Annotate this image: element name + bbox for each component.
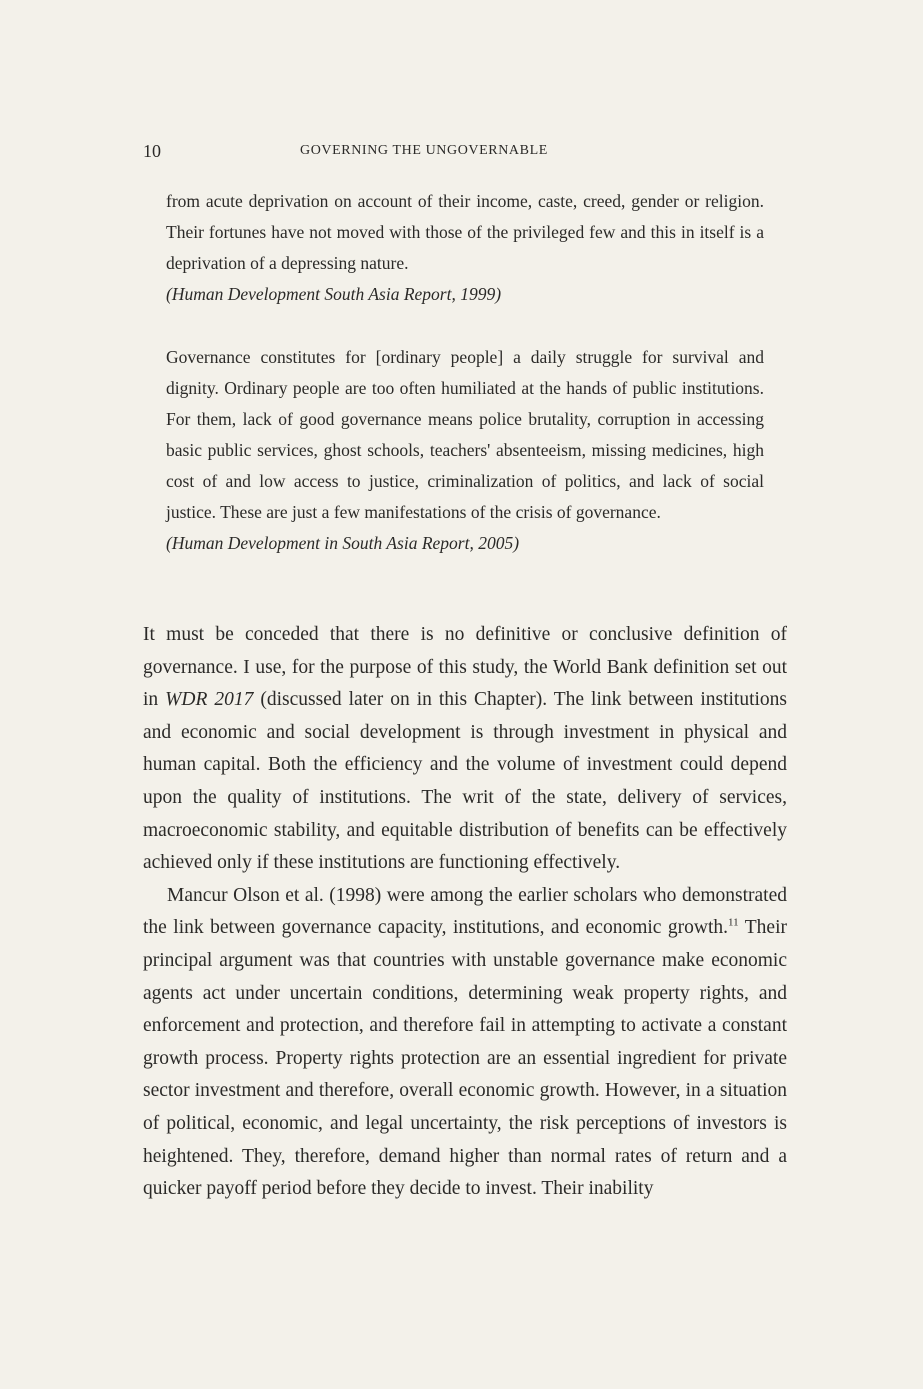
running-head: GOVERNING THE UNGOVERNABLE xyxy=(300,143,548,158)
paragraph-1-end: (discussed later on in this Chapter). The link between institutions and economic and social development is through investment in physical and human capital. Both the efficiency and the volume of investment could depend upon the quality of institutions. The writ of the state, delivery of services, macroeconomic stability, and equitable distribution of benefits can be effectively achieved only if these institutions are functioning effectively. xyxy=(143,689,787,874)
paragraph-2-start: Mancur Olson et al. (1998) were among the earlier scholars who demonstrated the link between governance capacity, institutions, and economic growth. xyxy=(143,884,787,939)
paragraph-2 xyxy=(143,880,787,1206)
page-number: 10 xyxy=(143,141,161,161)
block-quote-1 xyxy=(166,186,764,310)
footnote-marker: 11 xyxy=(728,916,739,929)
quote-2-attribution: (Human Development in South Asia Report, 2005) xyxy=(166,533,520,553)
block-quote-2 xyxy=(166,342,764,559)
paragraph-1-start: It must be conceded that there is no definitive or conclusive definition of governance. I use, for the purpose of this study, the World Bank definition set out in xyxy=(143,624,787,711)
paragraph-2-end: Their principal argument was that countries with unstable governance make economic agents act under uncertain conditions, determining weak property rights, and enforcement and protection, and therefore fail in attempting to activate a constant growth process. Property rights protection are an essential ingredient for private sector investment and therefore, overall economic growth. However, in a situation of political, economic, and legal uncertainty, the risk perceptions of investors is heightened. They, therefore, demand higher than normal rates of return and a quicker payoff period before they decide to invest. Their inability xyxy=(143,917,787,1200)
report-title: WDR 2017 xyxy=(165,689,254,711)
paragraph-1 xyxy=(143,619,787,880)
quote-1-attribution: (Human Development South Asia Report, 1999) xyxy=(166,284,502,304)
quote-1-text: from acute deprivation on account of their income, caste, creed, gender or religion. Their fortunes have not moved with those of the privileged few and this in itself is a deprivation of a depressing nature. xyxy=(166,191,764,273)
quote-2-text: Governance constitutes for [ordinary people] a daily struggle for survival and dignity. Ordinary people are too often humiliated at the hands of public institutions. For them, lack of good governance means police brutality, corruption in accessing basic public services, ghost schools, teachers' absenteeism, missing medicines, high cost of and low access to justice, criminalization of politics, and lack of social justice. These are just a few manifestations of the crisis of governance. xyxy=(166,347,764,522)
body-text xyxy=(143,619,787,1206)
